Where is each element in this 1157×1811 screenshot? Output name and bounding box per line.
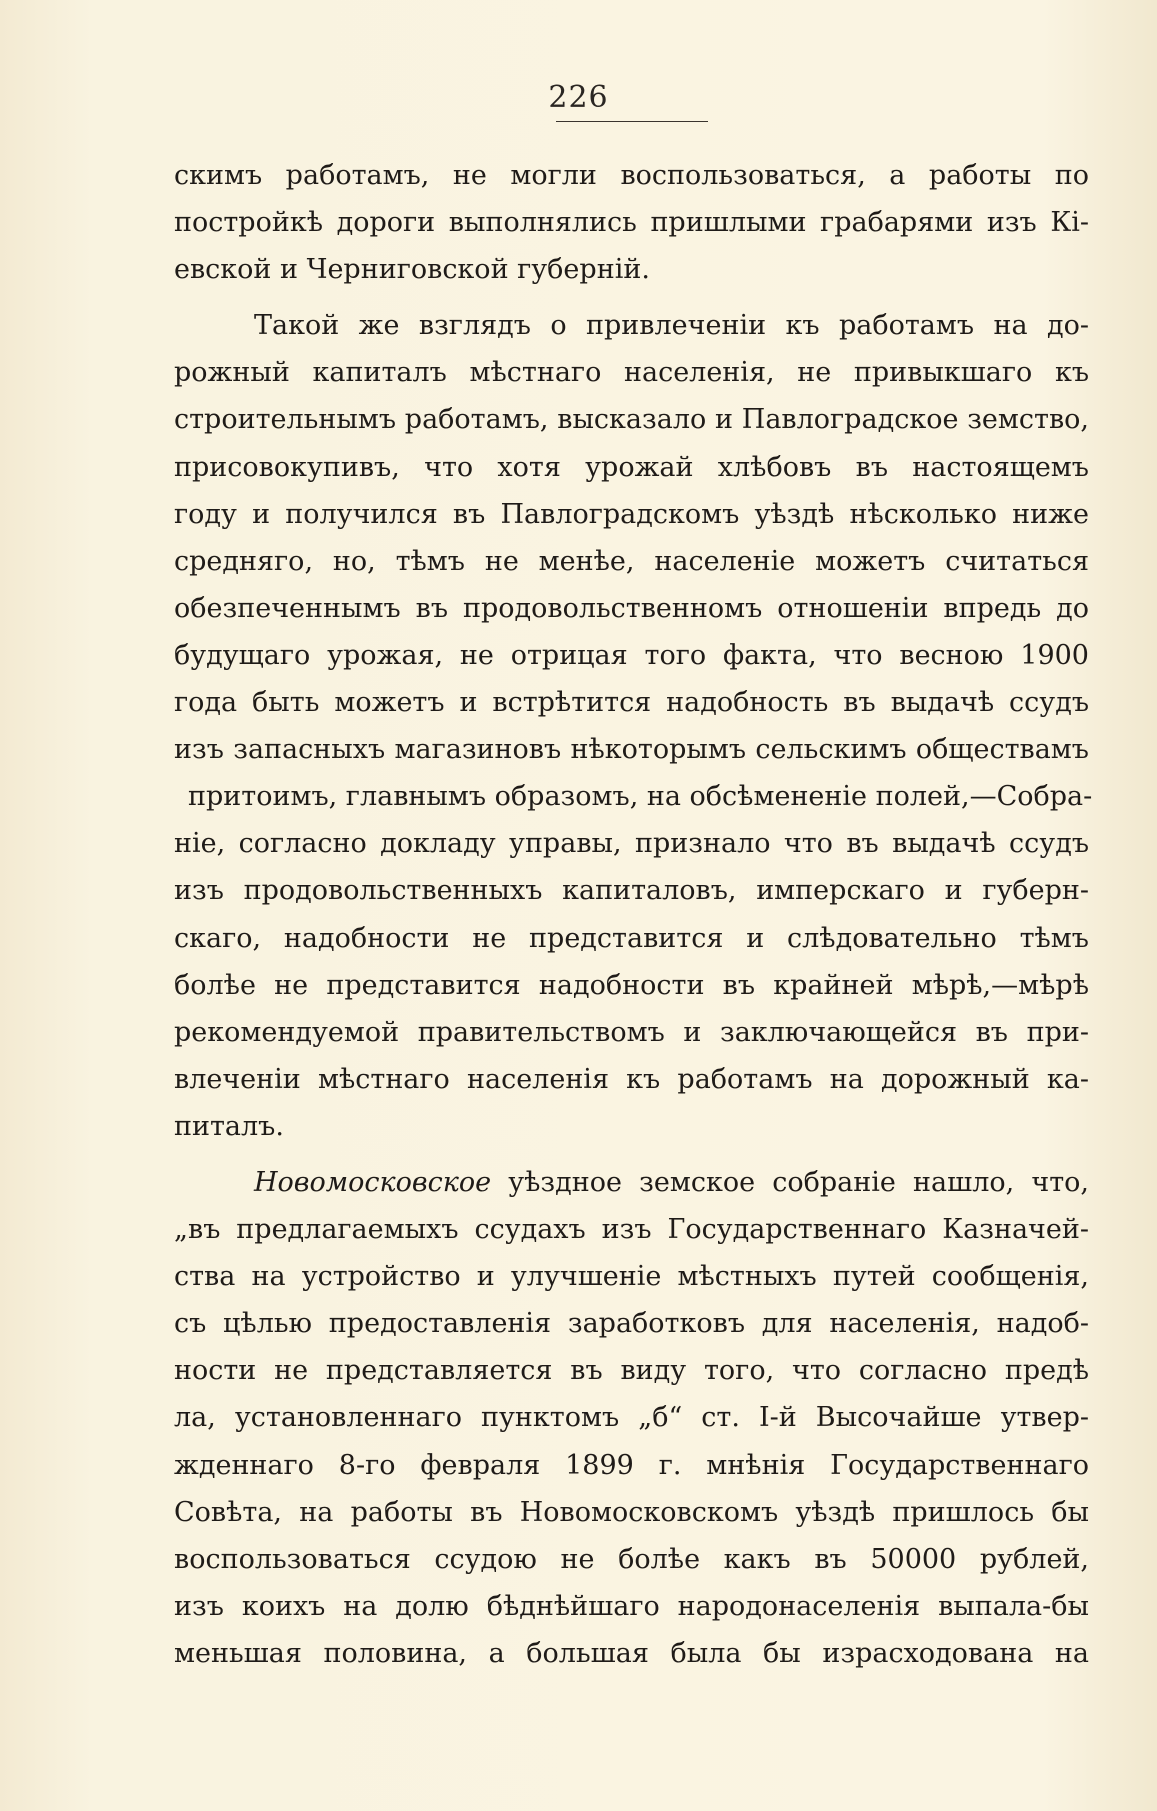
text-line: строительнымъ работамъ, высказало и Павлоградское земство, [174, 404, 1089, 436]
text-line: ности не представляется въ виду того, что согласно предѣ [174, 1355, 1089, 1387]
text-line: жденнаго 8-го февраля 1899 г. мнѣнія Государственнаго [174, 1449, 1089, 1481]
text-line: влеченіи мѣстнаго населенія къ работамъ на дорожный ка- [174, 1063, 1089, 1095]
text-line: изъ коихъ на долю бѣднѣйшаго народонаселенія выпала-бы [174, 1590, 1089, 1622]
text-line: скимъ работамъ, не могли воспользоваться, а работы по [174, 160, 1089, 191]
paragraph-3 [174, 1159, 1089, 1677]
text-line: меньшая половина, а большая была бы израсходована на [174, 1637, 1089, 1669]
paragraph-2 [174, 302, 1093, 1150]
text-line-rest: уѣздное земское собраніе нашло, что, [491, 1166, 1089, 1198]
body-text [174, 152, 1093, 1677]
paragraph-1 [174, 152, 1089, 293]
text-line [174, 1159, 1089, 1206]
text-line: Совѣта, на работы въ Новомосковскомъ уѣздѣ пришлось бы [174, 1496, 1089, 1528]
page-number: 226 [548, 80, 609, 115]
text-line: скаго, надобности не представится и слѣдовательно тѣмъ [174, 922, 1089, 954]
text-line: рекомендуемой правительствомъ и заключающейся въ при- [174, 1016, 1089, 1048]
text-line: рожный капиталъ мѣстнаго населенія, не привыкшаго къ [174, 357, 1089, 389]
text-line: притоимъ, главнымъ образомъ, на обсѣмененіе полей,—Собра- [188, 781, 1093, 813]
text-line: воспользоваться ссудою не болѣе какъ въ 50000 рублей, [174, 1543, 1089, 1575]
text-line: будущаго урожая, не отрицая того факта, что весною 1900 [174, 639, 1089, 671]
text-line: съ цѣлью предоставленія заработковъ для населенія, надоб- [174, 1308, 1089, 1340]
text-line: питалъ. [174, 1110, 284, 1142]
text-line: ла, установленнаго пунктомъ „б“ ст. І-й Высочайше утвер- [174, 1402, 1089, 1434]
text-line: евской и Черниговской губерній. [174, 254, 650, 286]
text-line: присовокупивъ, что хотя урожай хлѣбовъ въ настоящемъ [174, 451, 1089, 483]
text-line: изъ продовольственныхъ капиталовъ, имперскаго и губерн- [174, 875, 1089, 907]
text-line: болѣе не представится надобности въ крайней мѣрѣ,—мѣрѣ [174, 969, 1089, 1001]
text-line: изъ запасныхъ магазиновъ нѣкоторымъ сельскимъ обществамъ [174, 734, 1089, 766]
text-line: году и получился въ Павлоградскомъ уѣздѣ нѣсколько ниже [174, 498, 1089, 530]
text-line: Такой же взглядъ о привлеченіи къ работамъ на до- [254, 310, 1089, 342]
page-number-rule [556, 121, 708, 122]
italic-lead: Новомосковское [254, 1166, 492, 1198]
text-line: средняго, но, тѣмъ не менѣе, населеніе можетъ считаться [174, 545, 1089, 577]
text-line: ніе, согласно докладу управы, признало что въ выдачѣ ссудъ [174, 828, 1089, 860]
text-line: ства на устройство и улучшеніе мѣстныхъ путей сообщенія, [174, 1261, 1089, 1293]
text-line: постройкѣ дороги выполнялись пришлыми грабарями изъ Кі- [174, 207, 1089, 239]
text-line: года быть можетъ и встрѣтится надобность въ выдачѣ ссудъ [174, 687, 1089, 719]
text-line: „въ предлагаемыхъ ссудахъ изъ Государственнаго Казначей- [174, 1214, 1089, 1246]
text-line: обезпеченнымъ въ продовольственномъ отношеніи впредь до [174, 592, 1089, 624]
